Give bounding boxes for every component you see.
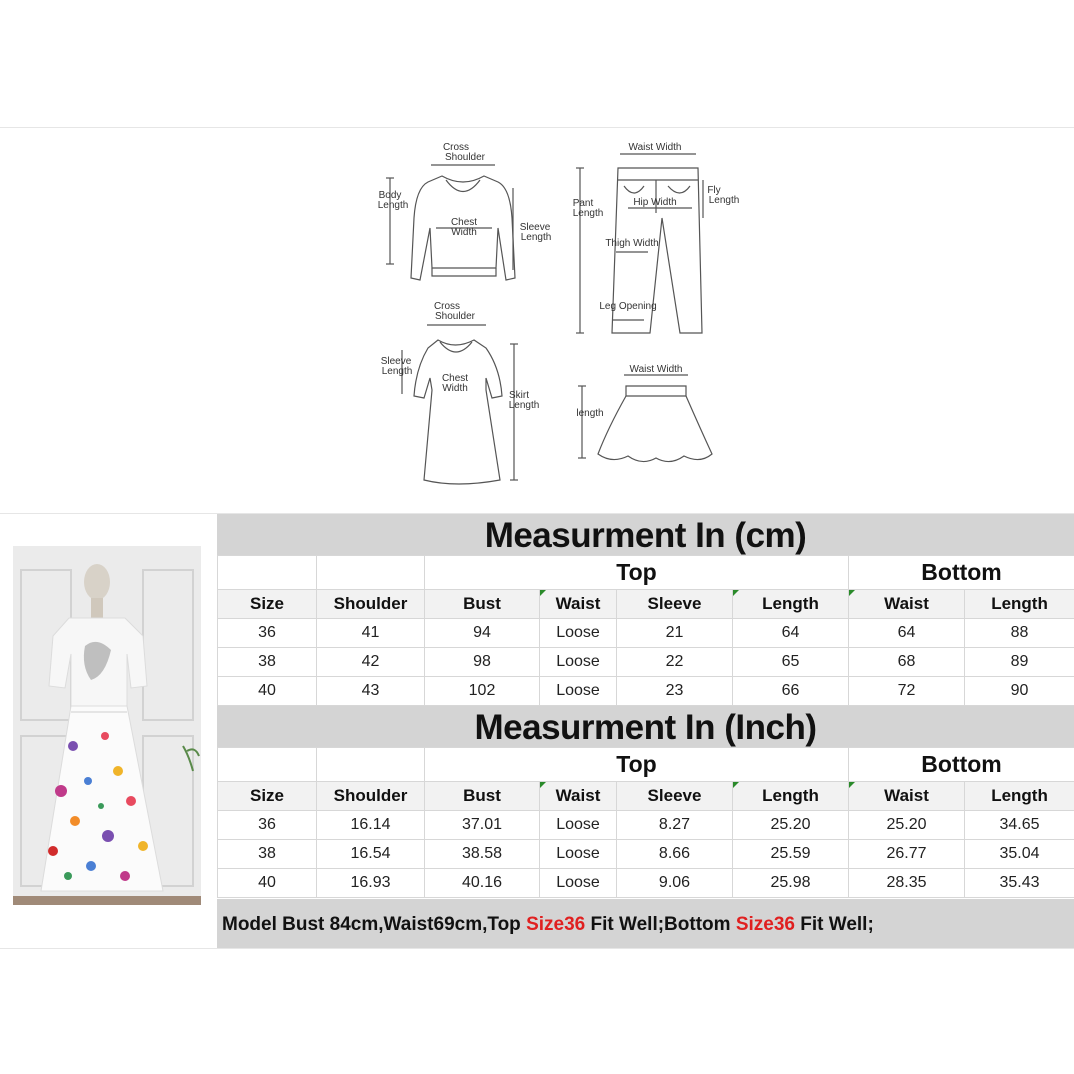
skirt-sketch (598, 386, 712, 462)
pants-fly-length-label: Fly (707, 185, 721, 196)
column-header: Sleeve (617, 590, 733, 619)
garment-measurement-diagram (0, 128, 1074, 515)
svg-text:Shoulder: Shoulder (444, 152, 486, 163)
column-header: Waist (849, 590, 965, 619)
pants-pant-length-label: Pant (572, 198, 594, 209)
svg-text:Length: Length (572, 208, 604, 219)
column-header: Length (965, 590, 1074, 619)
skirt-waist-width-label: Waist Width (629, 364, 683, 375)
pants-hip-width-label: Hip Width (633, 197, 677, 208)
column-header: Size (218, 782, 317, 811)
sweater-sleeve-length-label: Sleeve (519, 222, 551, 233)
sweater-cross-shoulder-label: Cross (442, 142, 470, 153)
table-row: 40 16.93 40.16 Loose 9.06 25.98 28.35 35.43 (218, 869, 1074, 898)
table-row: 38 42 98 Loose 22 65 68 89 (218, 648, 1074, 677)
dress-skirt-length-label: Skirt (509, 390, 529, 401)
column-header: Waist (540, 782, 617, 811)
svg-text:Length: Length (508, 400, 540, 411)
pants-waist-width-label: Waist Width (628, 142, 682, 153)
dress-chest-width-label: Chest (441, 373, 469, 384)
dress-sleeve-length-label: Sleeve (380, 356, 412, 367)
skirt-length-label: length (576, 408, 604, 419)
sweater-body-length-label: Body (378, 190, 402, 201)
model-photo (13, 546, 201, 905)
comment-marker (849, 590, 855, 596)
comment-marker (733, 590, 739, 596)
svg-text:Length: Length (381, 366, 413, 377)
svg-text:Length: Length (520, 232, 552, 243)
column-header: Shoulder (317, 782, 425, 811)
dress-sketch (414, 340, 502, 484)
group-bottom-label: Bottom (849, 748, 1074, 782)
comment-marker (540, 782, 546, 788)
svg-text:Width: Width (442, 383, 468, 394)
group-top-label: Top (425, 748, 849, 782)
svg-text:Width: Width (451, 227, 477, 238)
column-header: Length (733, 782, 849, 811)
size-chart (217, 514, 1074, 898)
column-header: Waist (540, 590, 617, 619)
cm-table-title: Measurment In (cm) (217, 514, 1074, 555)
model-dress-photo (13, 546, 201, 905)
sweater-chest-width-label: Chest (450, 217, 478, 228)
column-header: Sleeve (617, 782, 733, 811)
svg-text:Length: Length (377, 200, 409, 211)
group-row (218, 748, 1074, 782)
column-header: Length (733, 590, 849, 619)
comment-marker (849, 782, 855, 788)
divider (0, 948, 1074, 949)
column-header: Bust (425, 782, 540, 811)
table-row: 38 16.54 38.58 Loose 8.66 25.59 26.77 35.04 (218, 840, 1074, 869)
group-row (218, 556, 1074, 590)
header-row (218, 590, 1074, 619)
inch-measurement-table (217, 747, 1074, 898)
column-header: Shoulder (317, 590, 425, 619)
pants-thigh-width-label: Thigh Width (605, 238, 659, 249)
dress-cross-shoulder-label: Cross (433, 301, 461, 312)
table-row: 36 16.14 37.01 Loose 8.27 25.20 25.20 34.65 (218, 811, 1074, 840)
table-row: 36 41 94 Loose 21 64 64 88 (218, 619, 1074, 648)
highlight-size: Size36 (735, 914, 795, 935)
svg-text:Length: Length (708, 195, 740, 206)
comment-marker (540, 590, 546, 596)
header-row (218, 782, 1074, 811)
column-header: Length (965, 782, 1074, 811)
cm-measurement-table (217, 555, 1074, 706)
svg-text:Shoulder: Shoulder (434, 311, 476, 322)
group-top-label: Top (425, 556, 849, 590)
column-header: Size (218, 590, 317, 619)
comment-marker (733, 782, 739, 788)
diagram-labels (378, 142, 740, 419)
highlight-size: Size36 (526, 914, 586, 935)
pants-leg-opening-label: Leg Opening (599, 301, 657, 312)
column-header: Bust (425, 590, 540, 619)
column-header: Waist (849, 782, 965, 811)
measurement-diagram-panel (0, 127, 1074, 514)
inch-table-title: Measurment In (Inch) (217, 706, 1074, 747)
model-fit-note: Model Bust 84cm,Waist69cm,Top Size36 Fit Well;Bottom Size36 Fit Well; (217, 899, 1074, 948)
table-row: 40 43 102 Loose 23 66 72 90 (218, 677, 1074, 706)
group-bottom-label: Bottom (849, 556, 1074, 590)
